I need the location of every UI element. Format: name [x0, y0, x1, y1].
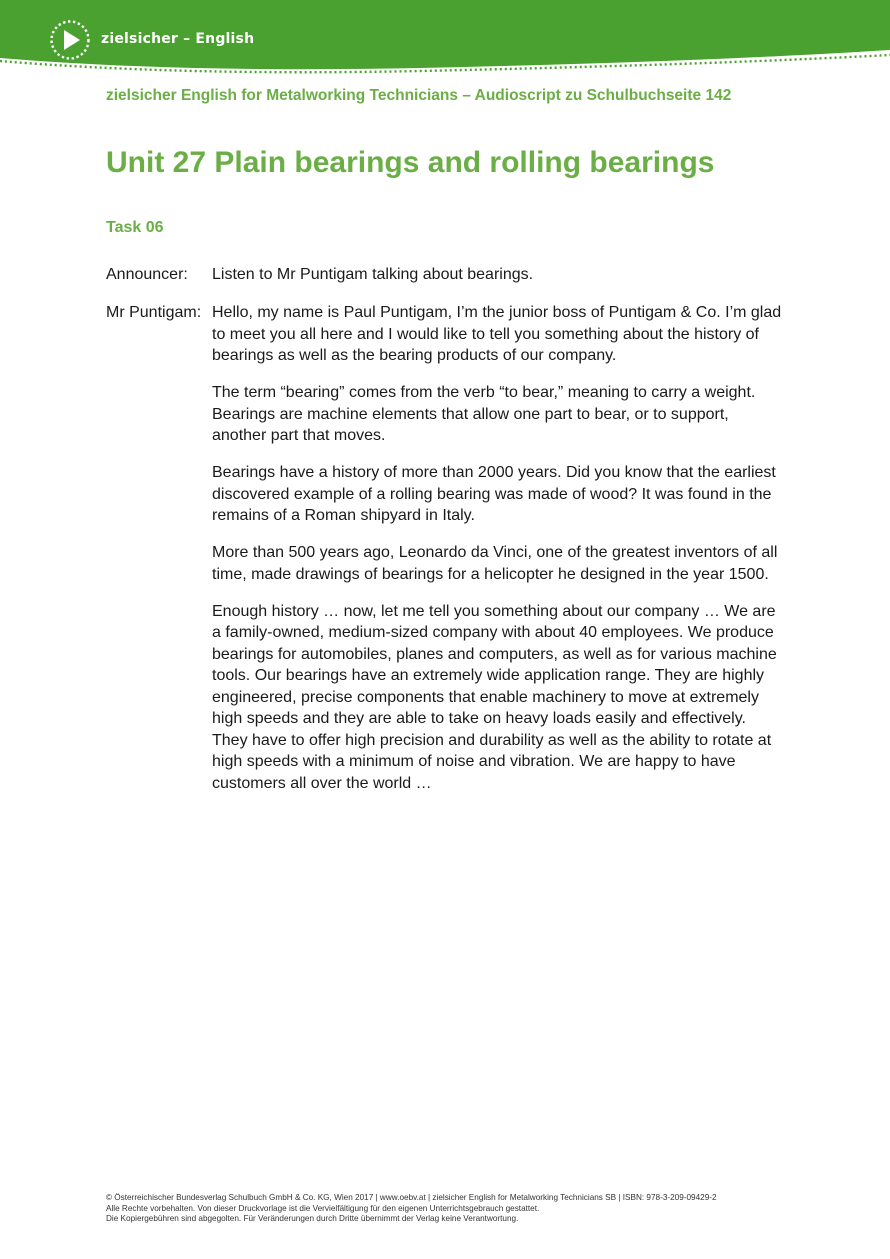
copyright-footer — [106, 1193, 717, 1225]
speech-paragraph: The term “bearing” comes from the verb “to bear,” meaning to carry a weight. Bearings are machine elements that allow one part to bear, or to support, another part that moves. — [212, 384, 756, 444]
speech-paragraph: Enough history … now, let me tell you something about our company … We are a family-owned, medium-sized company with about 40 employees. We produce bearings for automobiles, planes and computers, as well as for various machine tools. Our bearings have an extremely wide application range. They are highly engineered, precise components that enable machinery to move at extremely high speeds and they are able to take on heavy loads easily and effectively. They have to offer high precision and durability as well as the ability to rotate at high speeds with a minimum of noise and vibration. We are happy to have customers all over the world … — [212, 602, 777, 792]
speech-paragraph: Hello, my name is Paul Puntigam, I’m the junior boss of Puntigam & Co. I’m glad to meet you all here and I would like to tell you something about the history of bearings as well as the bearing products of our company. — [212, 304, 782, 364]
header-banner — [0, 0, 890, 80]
document-subheader: zielsicher English for Metalworking Technicians – Audioscript zu Schulbuchseite 142 — [106, 87, 732, 104]
speech-paragraph: Bearings have a history of more than 2000 years. Did you know that the earliest discovered example of a rolling bearing was made of wood? It was found in the remains of a Roman shipyard in Italy. — [212, 464, 776, 524]
brand-name: zielsicher – English — [101, 31, 255, 47]
speaker-label: Announcer: — [106, 266, 188, 283]
speaker-label: Mr Puntigam: — [106, 304, 202, 321]
speech-paragraph: More than 500 years ago, Leonardo da Vinci, one of the greatest inventors of all time, made drawings of bearings for a helicopter he designed in the year 1500. — [212, 544, 778, 583]
page-title: Unit 27 Plain bearings and rolling bearings — [106, 146, 715, 179]
footer-line: Die Kopiergebühren sind abgegolten. Für Veränderungen durch Dritte übernimmt der Verlag keine Verantwortung. — [106, 1214, 519, 1223]
task-label: Task 06 — [106, 219, 164, 236]
announcer-line: Listen to Mr Puntigam talking about bearings. — [212, 266, 534, 283]
play-icon — [49, 19, 91, 61]
footer-line: Alle Rechte vorbehalten. Von dieser Druckvorlage ist die Vervielfältigung für den eigenen Unterrichtsgebrauch gestattet. — [106, 1203, 540, 1213]
puntigam-speech — [212, 302, 782, 810]
footer-line: © Österreichischer Bundesverlag Schulbuch GmbH & Co. KG, Wien 2017 | www.oebv.at | zielsicher English for Metalworking Technicians SB | ISBN: 978-3-209-09429-2 — [106, 1193, 717, 1202]
